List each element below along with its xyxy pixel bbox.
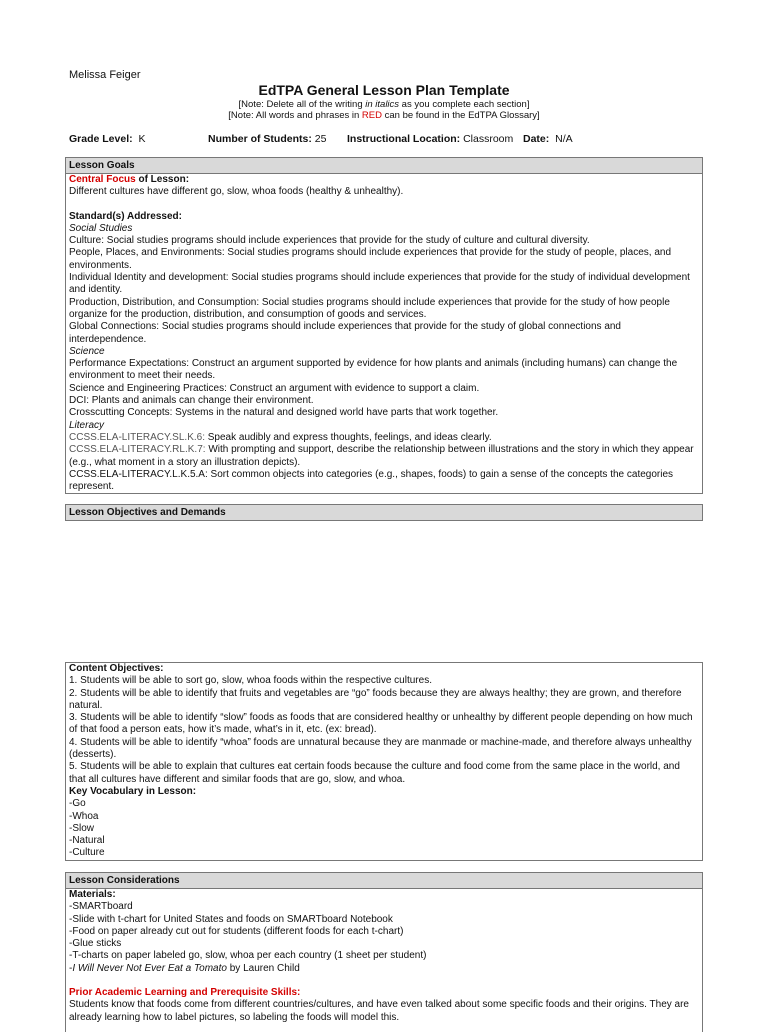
lesson-objectives-section [65, 504, 703, 521]
lesson-considerations-section [65, 872, 703, 1032]
lesson-objectives-header: Lesson Objectives and Demands [66, 505, 702, 520]
standard-item: Performance Expectations: Construct an argument supported by evidence for how plants and animals (including humans) can change the environment to meet their needs. [69, 358, 678, 382]
number-of-students: Number of Students: 25 [208, 133, 327, 145]
objective-item: 2. Students will be able to identify that fruits and vegetables are “go” foods because they are always healthy; they are grown, and therefore natural. [69, 687, 682, 711]
vocab-item: -Natural [69, 835, 105, 847]
material-item: -Glue sticks [69, 938, 122, 950]
objective-item: 5. Students will be able to explain that cultures eat certain foods because the culture and food come from the same place in the world, and that all cultures have different and similar foods that are go, slow, and whoa. [69, 761, 680, 785]
vocab-item: -Whoa [69, 810, 99, 822]
standard-link[interactable]: CCSS.ELA-LITERACY.SL.K.6: [69, 431, 205, 443]
standard-item: People, Places, and Environments: Social studies programs should include experiences that provide for the study of people, places, and environments. [69, 247, 672, 271]
content-objectives-section [65, 662, 703, 861]
lesson-goals-header: Lesson Goals [66, 158, 702, 174]
vocab-item: -Culture [69, 847, 105, 859]
lesson-considerations-header: Lesson Considerations [66, 873, 702, 889]
standard-item: CCSS.ELA-LITERACY.RL.K.7: With prompting and support, describe the relationship between illustrations and the story in which they appear (e.g., what moment in a story an illustration depicts). [69, 444, 694, 468]
material-item: -T-charts on paper labeled go, slow, whoa per each country (1 sheet per student) [69, 950, 427, 962]
social-studies-label: Social Studies [69, 222, 133, 234]
vocab-item: -Go [69, 798, 86, 810]
central-focus-label: Central Focus of Lesson: [69, 174, 190, 185]
lesson-goals-body [66, 174, 702, 493]
grade-level: Grade Level: K [69, 133, 146, 145]
standards-label: Standard(s) Addressed: [69, 210, 182, 222]
vocab-item: -Slow [69, 822, 95, 834]
key-vocabulary-label: Key Vocabulary in Lesson: [69, 785, 197, 797]
standard-item: Global Connections: Social studies programs should include experiences that provide for the study of global connections and interdependence. [69, 321, 621, 345]
standard-item: CCSS.ELA-LITERACY.SL.K.6: Speak audibly and express thoughts, feelings, and ideas clearly. [69, 431, 492, 443]
standard-item: Culture: Social studies programs should include experiences that provide for the study of culture and cultural diversity. [69, 235, 590, 247]
standard-item: Science and Engineering Practices: Construct an argument with evidence to support a claim. [69, 382, 480, 394]
standard-item: Crosscutting Concepts: Systems in the natural and designed world have parts that work together. [69, 407, 499, 419]
material-item: -I Will Never Not Ever Eat a Tomato by Lauren Child [69, 962, 300, 974]
lesson-date: Date: N/A [523, 133, 573, 145]
content-objectives-body [66, 663, 702, 860]
note-delete-italics: [Note: Delete all of the writing in italics as you complete each section] [238, 99, 530, 110]
standard-link[interactable]: CCSS.ELA-LITERACY.RL.K.7: [69, 444, 206, 456]
objective-item: 1. Students will be able to sort go, slow, whoa foods within the respective cultures. [69, 675, 432, 687]
book-title: I Will Never Not Ever Eat a Tomato [72, 962, 227, 974]
prior-learning-text: Students know that foods come from different countries/cultures, and have even talked about some specific foods and their origins. They are already learning how to label pictures, so labeling the foods will model this. [69, 999, 689, 1023]
document-title: EdTPA General Lesson Plan Template [258, 82, 510, 98]
lesson-considerations-body [66, 889, 702, 1024]
content-objectives-label: Content Objectives: [69, 663, 164, 674]
central-focus-text: Different cultures have different go, slow, whoa foods (healthy & unhealthy). [69, 186, 404, 198]
note-glossary: [Note: All words and phrases in RED can be found in the EdTPA Glossary] [228, 110, 540, 121]
standard-code: CCSS.ELA-LITERACY.L.K.5.A: [69, 468, 208, 480]
material-item: -SMARTboard [69, 901, 133, 913]
objective-item: 3. Students will be able to identify “slow” foods as foods that are considered healthy or unhealthy by different people depending on how much of that food a person eats, how it’s made, what’s in it, etc. (ex: bread). [69, 712, 693, 736]
standard-item: Production, Distribution, and Consumption: Social studies programs should include experiences that provide for the study of how people organize for the production, distribution, and consumption of goods and services. [69, 296, 670, 320]
material-item: -Food on paper already cut out for students (different foods for each t-chart) [69, 925, 404, 937]
science-label: Science [69, 345, 105, 357]
standard-item: DCI: Plants and animals can change their environment. [69, 395, 314, 407]
standard-item: Individual Identity and development: Social studies programs should include experiences that provide for the study of individual development and identity. [69, 272, 690, 296]
literacy-label: Literacy [69, 419, 105, 431]
materials-label: Materials: [69, 889, 116, 900]
objective-item: 4. Students will be able to identify “whoa” foods are unnatural because they are manmade or machine-made, and therefore always unhealthy (desserts). [69, 736, 692, 761]
standard-item: CCSS.ELA-LITERACY.L.K.5.A: Sort common objects into categories (e.g., shapes, foods) to gain a sense of the concepts the categories represent. [69, 468, 674, 493]
instructional-location: Instructional Location: Classroom [347, 133, 514, 145]
author-name: Melissa Feiger [69, 69, 141, 81]
lesson-goals-section [65, 157, 703, 494]
material-item: -Slide with t-chart for United States and foods on SMARTboard Notebook [69, 913, 393, 925]
prior-learning-label: Prior Academic Learning and Prerequisite Skills: [69, 987, 301, 999]
